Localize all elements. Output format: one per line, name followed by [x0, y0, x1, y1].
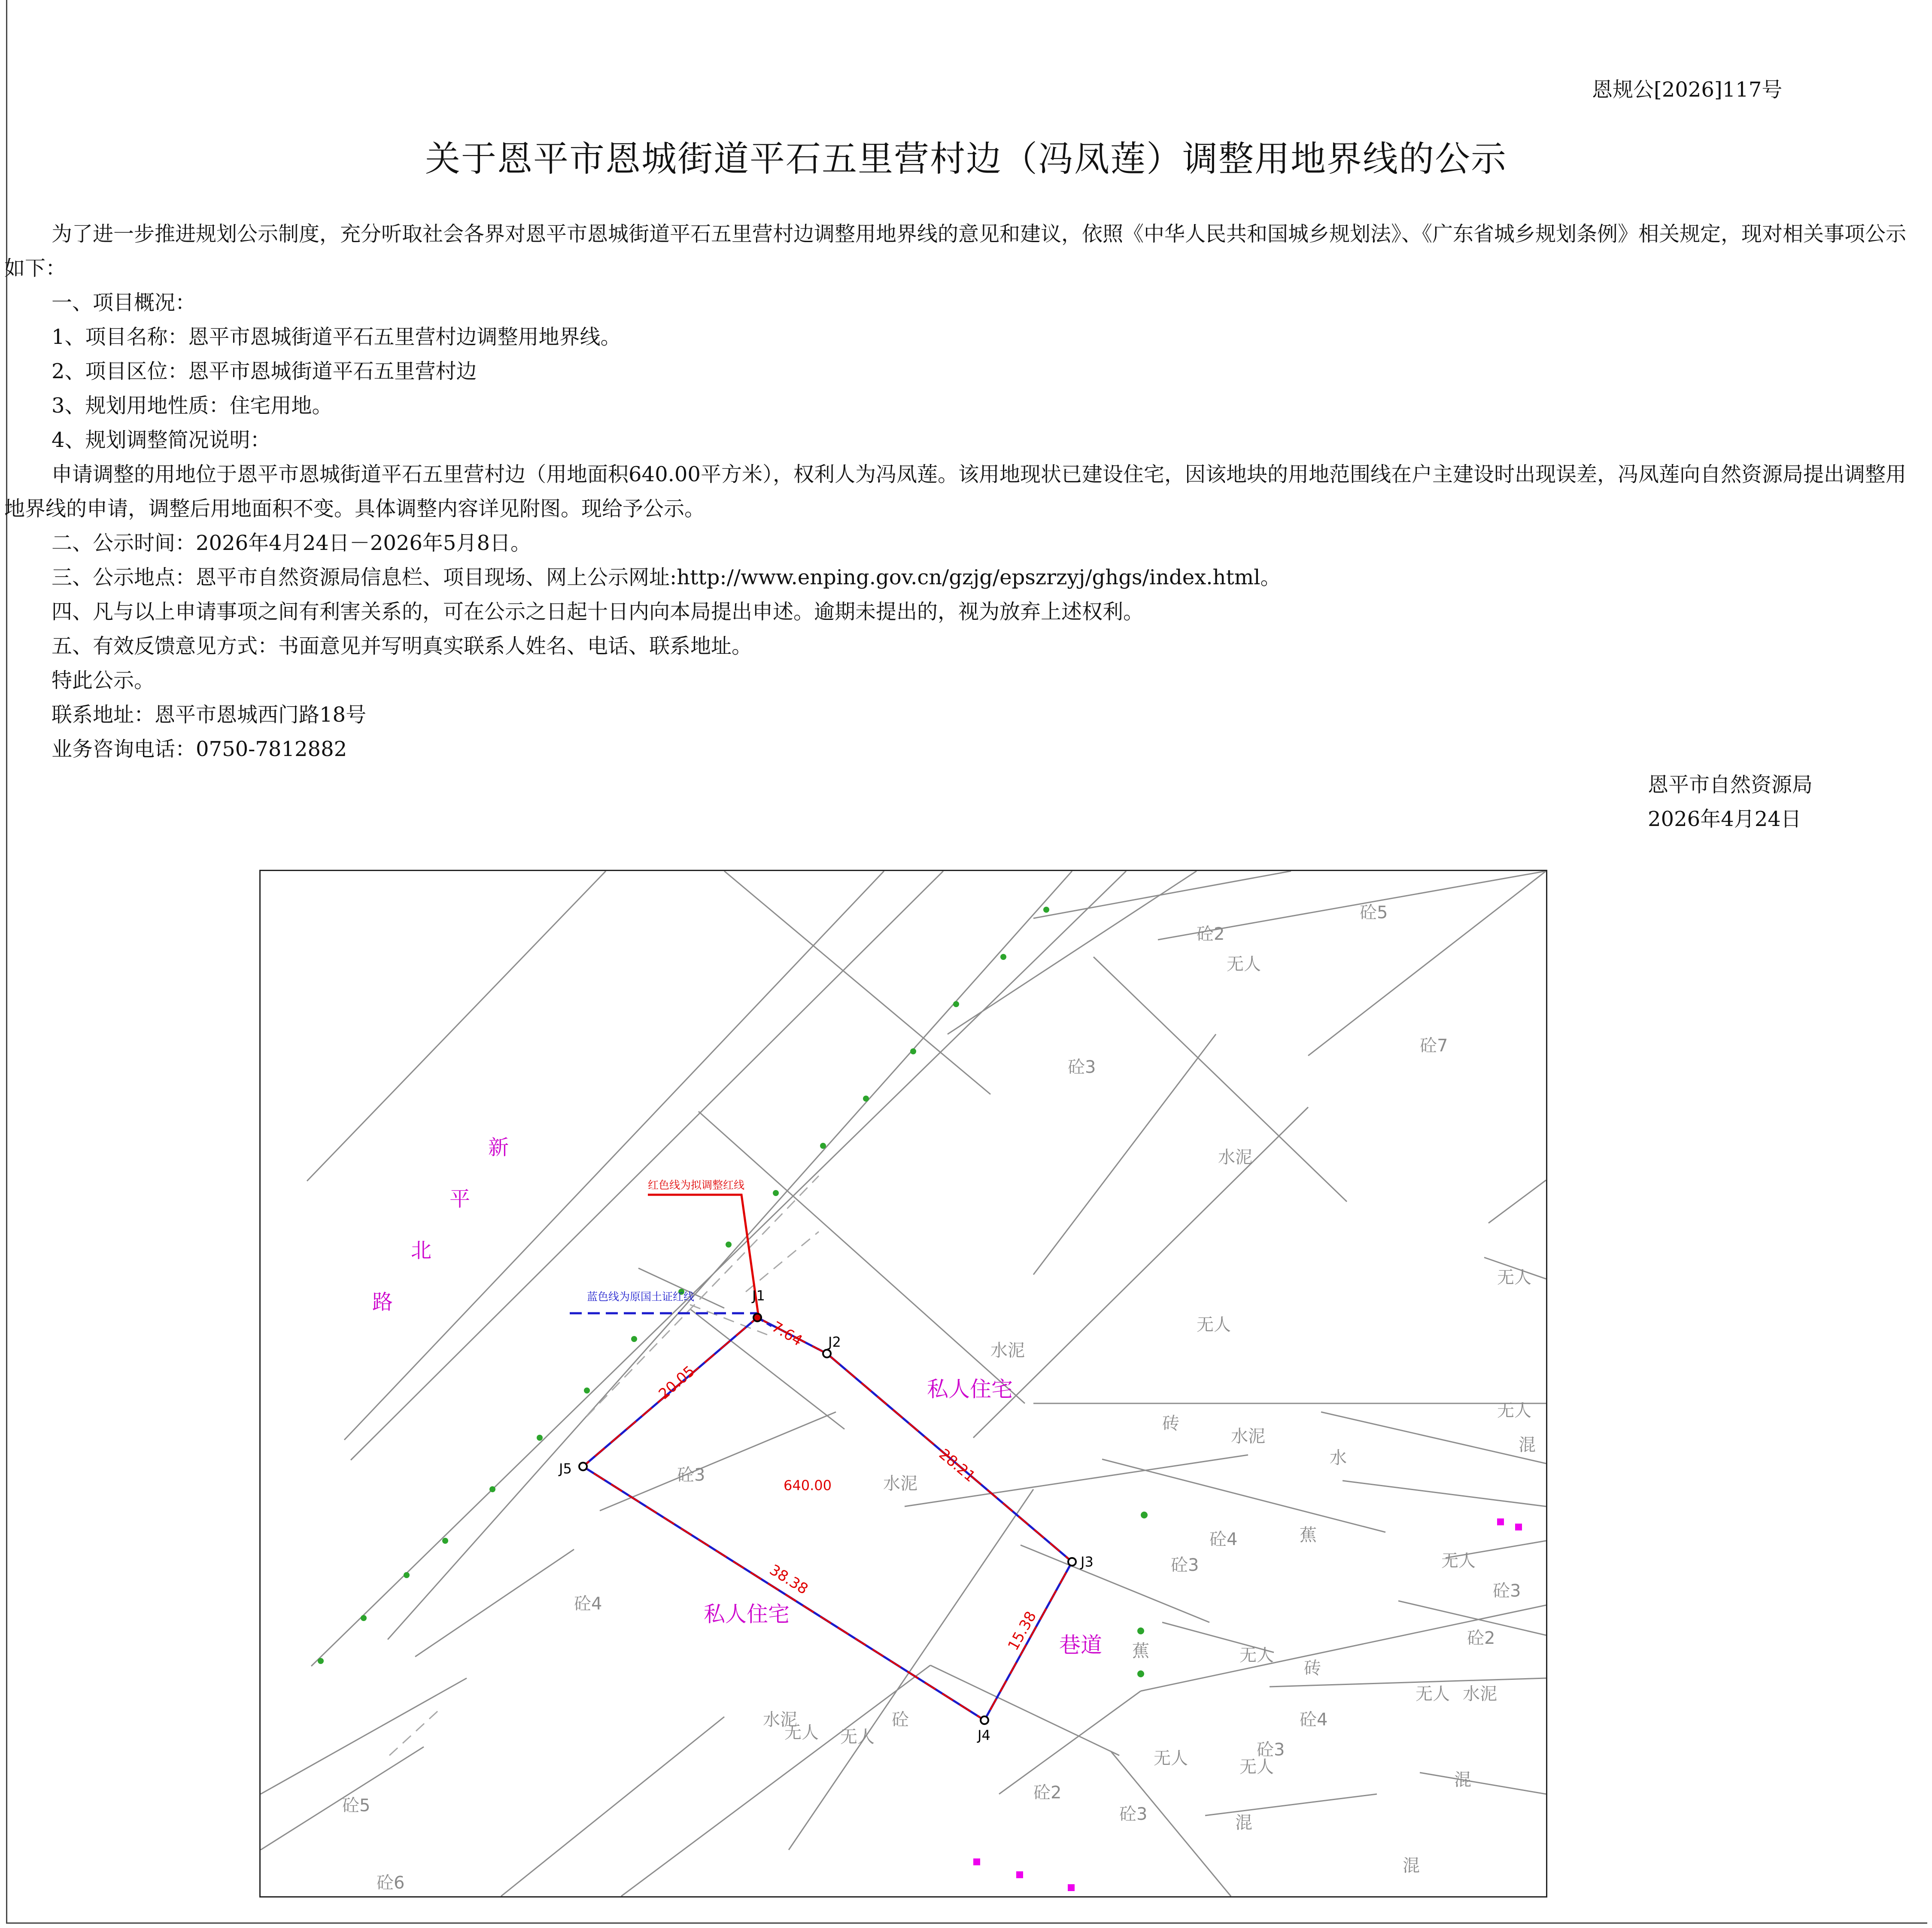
item-project-location: 2、项目区位：恩平市恩城街道平石五里营村边 — [52, 359, 477, 383]
alley-label: 巷道 — [1059, 1633, 1102, 1658]
legend-red-label: 红色线为拟调整红线 — [648, 1179, 745, 1191]
label-wuren-e: 无人 — [1441, 1551, 1476, 1571]
explain-paragraph: 申请调整的用地位于恩平市恩城街道平石五里营村边（用地面积640.00平方米），权利人为冯凤莲。该用地现状已建设住宅，因该地块的用地范围线在户主建设时出现误差，冯凤莲向自然资源局提出调整用地界线的申请，调整后用地面积不变。具体调整内容详见附图。现给予公示。 — [4, 462, 1906, 521]
label-shuini-d: 水泥 — [1463, 1684, 1497, 1704]
site-plan-svg — [261, 871, 1546, 1896]
signature-date: 2026年4月24日 — [1648, 807, 1801, 831]
edge-j3-j4-length: 15.38 — [1004, 1608, 1040, 1654]
label-tong4-a: 砼4 — [1209, 1530, 1238, 1549]
label-wuren-d: 无人 — [1497, 1401, 1531, 1421]
magenta-markers — [973, 1518, 1522, 1891]
item-feedback: 五、有效反馈意见方式：书面意见并写明真实联系人姓名、电话、联系地址。 — [52, 634, 753, 658]
item-project-name: 1、项目名称：恩平市恩城街道平石五里营村边调整用地界线。 — [52, 325, 621, 349]
road-char-3: 北 — [411, 1239, 432, 1263]
item-explain-heading: 4、规划调整简况说明： — [52, 428, 271, 452]
contact-address: 联系地址：恩平市恩城西门路18号 — [52, 703, 367, 727]
point-j4-marker — [981, 1716, 988, 1724]
label-tong6: 砼6 — [377, 1873, 405, 1893]
point-j3-label: J3 — [1081, 1554, 1094, 1570]
label-wuren-h: 无人 — [1239, 1757, 1274, 1777]
label-shuini-b: 水泥 — [990, 1341, 1025, 1360]
label-wuren-b: 无人 — [1497, 1268, 1531, 1287]
label-tong4-b: 砼4 — [574, 1594, 602, 1614]
label-wuren-k: 无人 — [1154, 1749, 1188, 1768]
edge-j5-j1-length: 20.05 — [655, 1362, 699, 1403]
legend-blue-label: 蓝色线为原国土证红线 — [587, 1290, 695, 1303]
point-j3-marker — [1068, 1558, 1076, 1566]
contact-phone: 业务咨询电话：0750-7812882 — [52, 737, 347, 761]
label-zhuan-a: 砖 — [1162, 1414, 1179, 1433]
label-shuini-a: 水泥 — [1218, 1148, 1252, 1167]
label-tong-e: 砼 — [892, 1710, 909, 1730]
label-tong7: 砼7 — [1420, 1036, 1448, 1056]
item-time: 二、公示时间：2026年4月24日－2026年5月8日。 — [52, 531, 532, 555]
private-residence-label-south: 私人住宅 — [704, 1602, 790, 1627]
label-wuren-j: 无人 — [784, 1723, 819, 1743]
site-area-label: 640.00 — [784, 1477, 832, 1494]
label-wuren-i: 无人 — [840, 1727, 875, 1747]
point-j5-label: J5 — [559, 1460, 572, 1477]
label-tong3-e: 砼3 — [1119, 1804, 1148, 1824]
signature-block — [1648, 768, 1813, 836]
label-hun-b: 混 — [1235, 1813, 1252, 1833]
site-plan-map — [259, 870, 1547, 1898]
dashed-base-lines — [389, 1176, 819, 1755]
private-residence-label-north: 私人住宅 — [927, 1377, 1013, 1402]
base-map-lines — [261, 871, 1546, 1896]
notice-body — [4, 217, 1919, 766]
label-tong3-b: 砼3 — [1171, 1555, 1199, 1575]
boundary-points — [579, 1314, 1076, 1724]
point-j5-marker — [579, 1463, 587, 1470]
road-char-1: 新 — [488, 1136, 509, 1160]
label-shui: 水 — [1330, 1448, 1347, 1468]
label-tong4-c: 砼4 — [1300, 1710, 1328, 1730]
label-tong5-b: 砼5 — [342, 1796, 371, 1816]
label-tong3-c: 砼3 — [1493, 1581, 1521, 1601]
label-tong2-b: 砼2 — [1467, 1628, 1495, 1648]
notice-title: 关于恩平市恩城街道平石五里营村边（冯凤莲）调整用地界线的公示 — [425, 139, 1507, 179]
road-char-4: 路 — [372, 1290, 393, 1314]
label-tong3-a: 砼3 — [1068, 1057, 1096, 1077]
signature-org: 恩平市自然资源局 — [1648, 773, 1813, 797]
label-hun-c: 混 — [1454, 1770, 1471, 1790]
closing-text: 特此公示。 — [52, 668, 155, 692]
edge-j1-j2-length: 7.64 — [769, 1318, 805, 1350]
item-rights: 四、凡与以上申请事项之间有利害关系的，可在公示之日起十日内向本局提出申述。逾期未提出的，视为放弃上述权利。 — [52, 600, 1144, 624]
label-shuini-c: 水泥 — [1231, 1427, 1265, 1446]
edge-j2-j3-length: 28.21 — [936, 1445, 979, 1486]
document-number: 恩规公[2026]117号 — [1592, 78, 1783, 102]
road-char-2: 平 — [450, 1187, 471, 1211]
item-place: 三、公示地点：恩平市自然资源局信息栏、项目现场、网上公示网址:http://www.enping.gov.cn/gzjg/epszrzyj/ghgs/index.html。 — [52, 565, 1281, 589]
label-jiao-b: 蕉 — [1132, 1641, 1149, 1661]
label-shuini-site: 水泥 — [883, 1474, 917, 1494]
point-j2-label: J2 — [828, 1334, 841, 1350]
item-land-use: 3、规划用地性质：住宅用地。 — [52, 394, 333, 418]
label-zhuan-b: 砖 — [1304, 1658, 1321, 1678]
label-wuren-g: 无人 — [1416, 1684, 1450, 1704]
label-tong3-d: 砼3 — [1257, 1740, 1285, 1760]
label-tong2-a: 砼2 — [1197, 924, 1225, 944]
label-shuini-e: 水泥 — [763, 1710, 797, 1730]
item-overview: 一、项目概况： — [52, 291, 196, 315]
label-tong3-site: 砼3 — [677, 1465, 705, 1485]
label-jiao-a: 蕉 — [1300, 1525, 1317, 1545]
label-hun-a: 混 — [1519, 1435, 1536, 1455]
point-j4-label: J4 — [978, 1727, 990, 1743]
point-j1-label: J1 — [752, 1287, 765, 1304]
label-wuren-a: 无人 — [1227, 954, 1261, 974]
point-j1-marker — [753, 1314, 761, 1321]
intro-paragraph: 为了进一步推进规划公示制度，充分听取社会各界对恩平市恩城街道平石五里营村边调整用地界线的意见和建议，依照《中华人民共和国城乡规划法》、《广东省城乡规划条例》相关规定，现对相关事项公示如下： — [4, 222, 1907, 280]
label-wuren-c: 无人 — [1197, 1315, 1231, 1335]
label-tong2-c: 砼2 — [1033, 1783, 1062, 1803]
label-wuren-f: 无人 — [1239, 1646, 1274, 1665]
edge-j4-j5-length: 38.38 — [766, 1561, 811, 1598]
label-hun-d: 混 — [1403, 1856, 1420, 1876]
point-j2-marker — [823, 1350, 831, 1357]
label-tong5-a: 砼5 — [1360, 903, 1388, 923]
